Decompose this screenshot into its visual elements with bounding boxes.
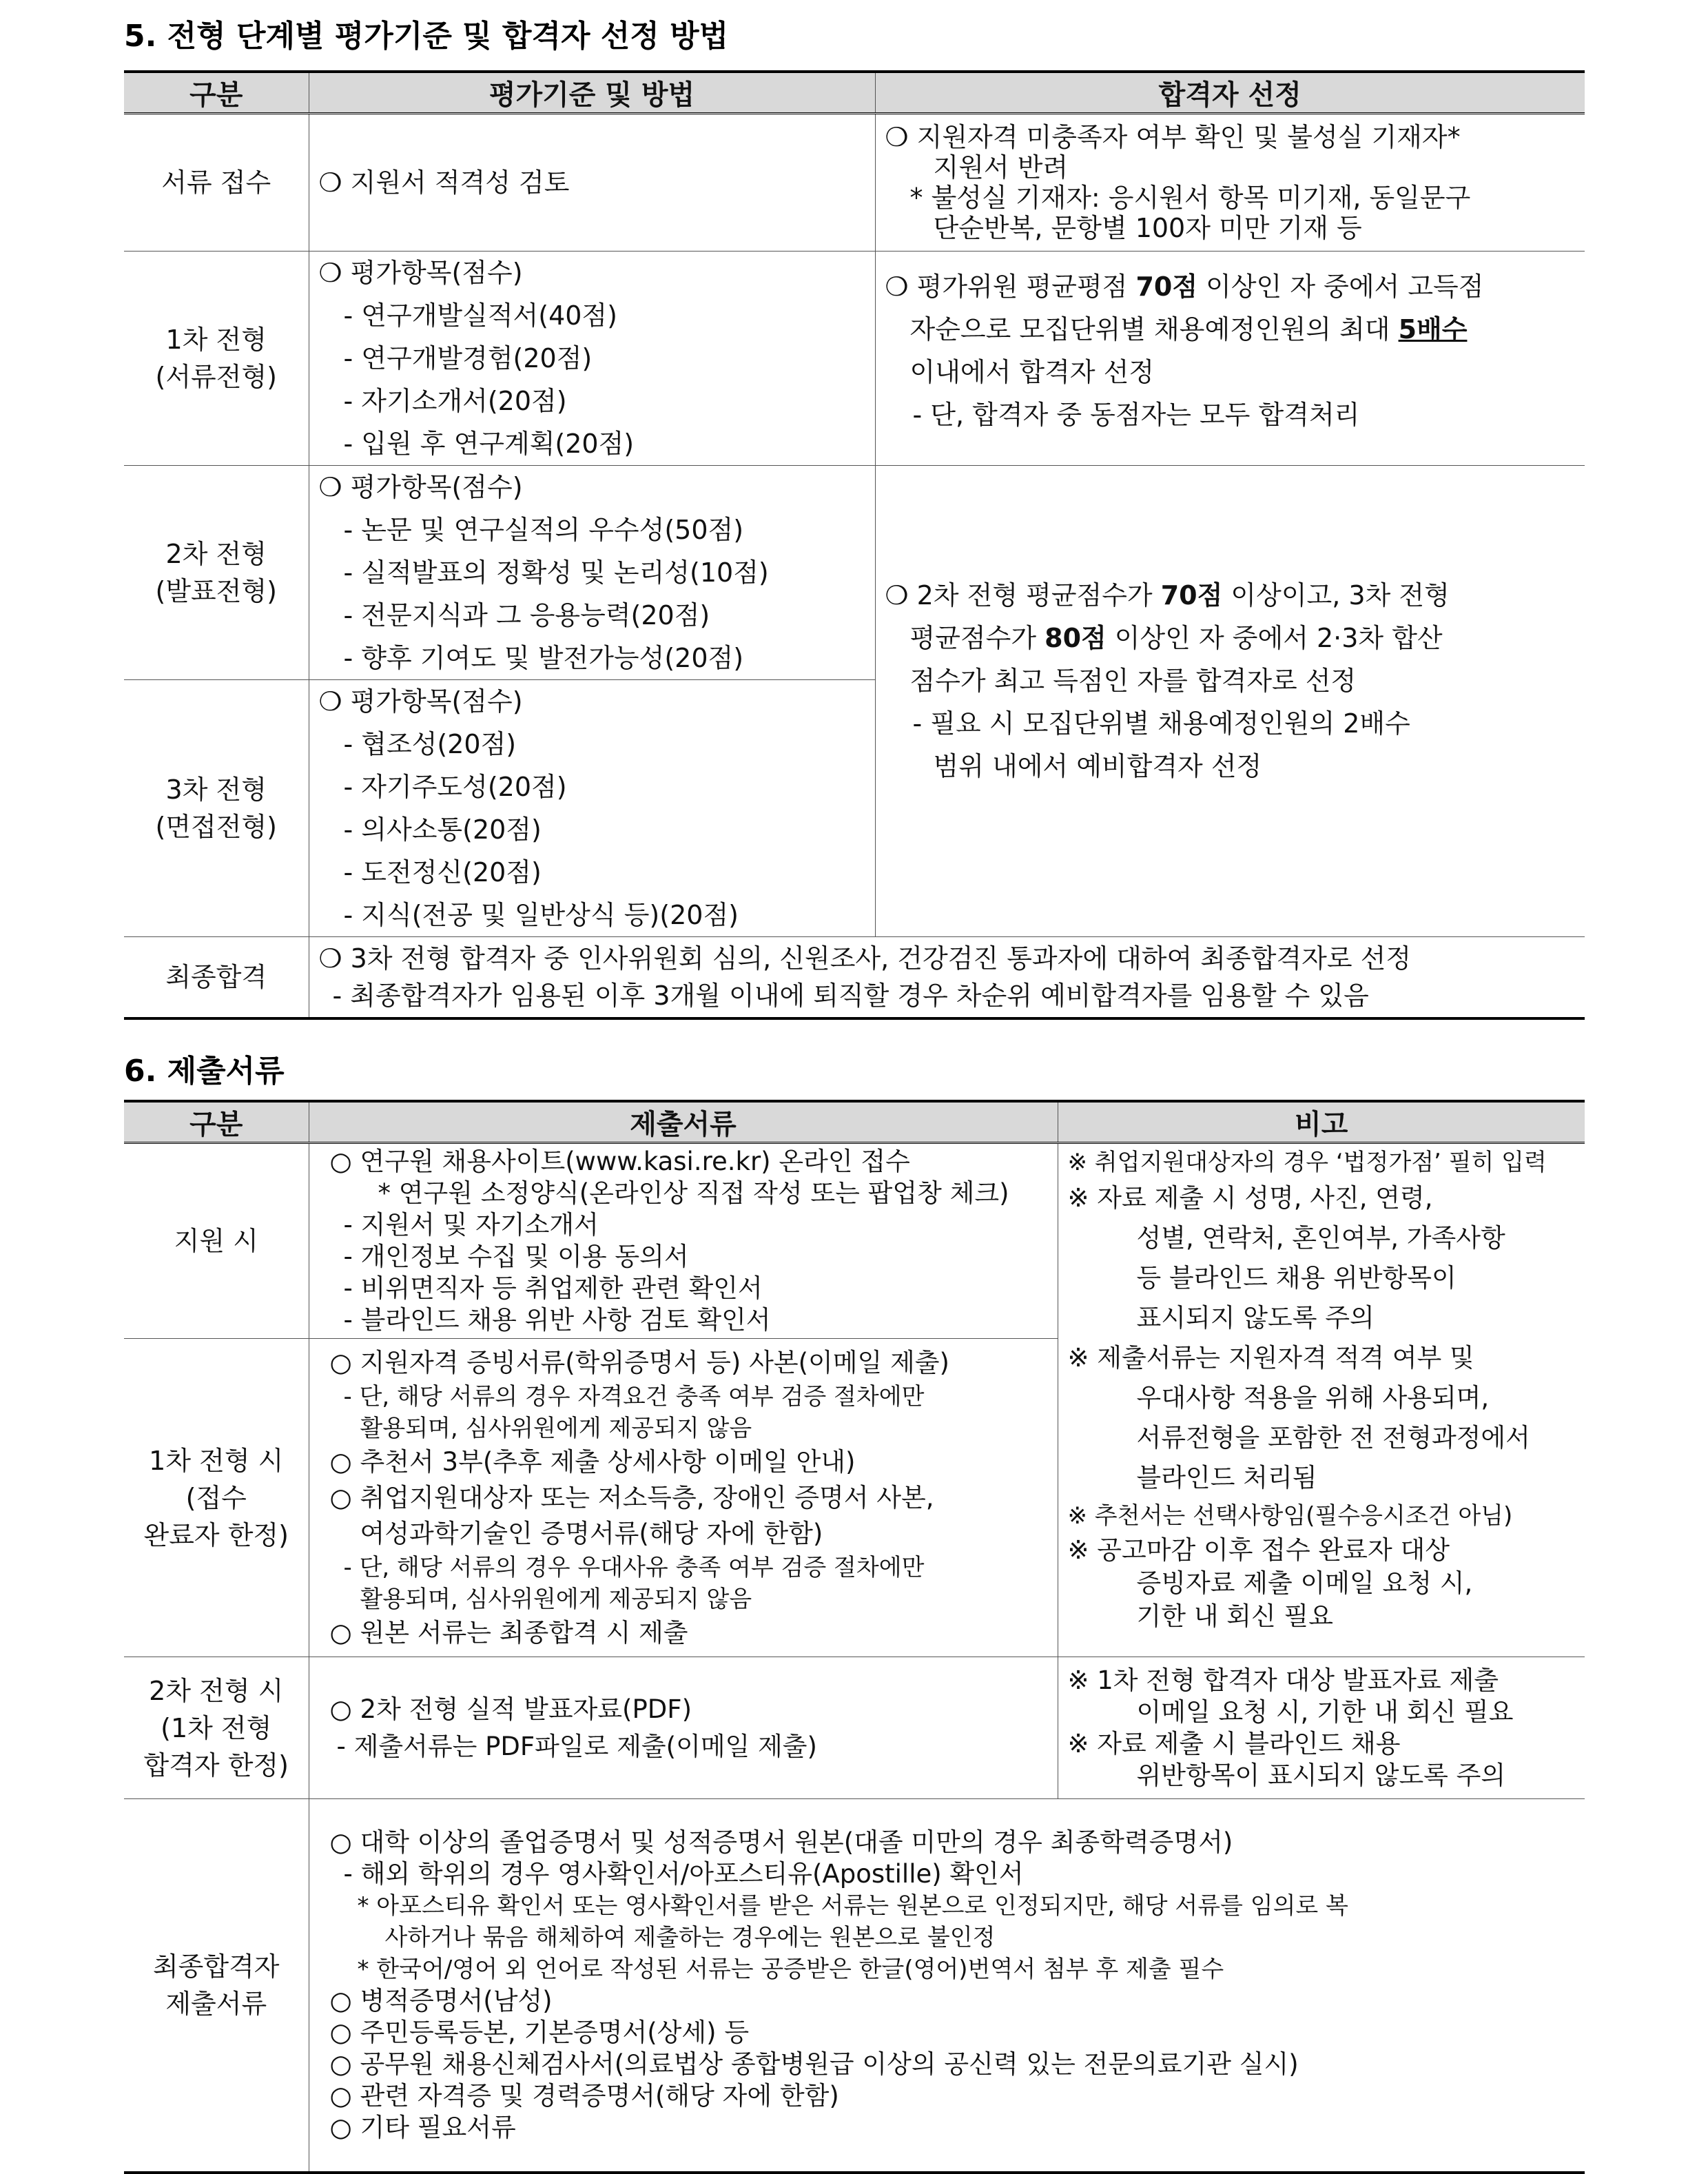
- note-line: ※ 공고마감 이후 접수 완료자 대상: [1067, 1535, 1450, 1565]
- document-line: ○ 병적증명서(남성): [329, 1985, 553, 2016]
- documents-table: [124, 1100, 1585, 2174]
- category-line: (서류전형): [155, 362, 277, 392]
- notes-cell: [1058, 1657, 1585, 1799]
- note-line: ※ 제출서류는 지원자격 적격 여부 및: [1067, 1343, 1474, 1373]
- note-line: ※ 추천서는 선택사항임(필수응시조건 아님): [1067, 1502, 1513, 1530]
- document-line: ○ 주민등록등본, 기본증명서(상세) 등: [329, 2017, 750, 2047]
- category-line: 2차 전형 시: [149, 1675, 284, 1706]
- criteria-line: - 자기소개서(20점): [343, 386, 567, 416]
- table-header-row: [124, 72, 1585, 114]
- document-line: 활용되며, 심사위원에게 제공되지 않음: [360, 1414, 752, 1442]
- selection-line: 지원서 반려: [933, 152, 1069, 183]
- document-line: 활용되며, 심사위원에게 제공되지 않음: [360, 1585, 752, 1613]
- document-line: - 개인정보 수집 및 이용 동의서: [343, 1242, 689, 1271]
- documents-cell: [309, 1339, 1058, 1657]
- row-stage2: [124, 466, 1585, 680]
- document-line: ○ 관련 자격증 및 경력증명서(해당 자에 한함): [329, 2080, 839, 2111]
- criteria-line: - 향후 기여도 및 발전가능성(20점): [343, 643, 744, 673]
- category-line: 합격자 한정): [143, 1750, 289, 1781]
- category-cell: [124, 466, 309, 680]
- col-header-notes: 비고: [1058, 1101, 1585, 1143]
- document-line: ○ 지원자격 증빙서류(학위증명서 등) 사본(이메일 제출): [329, 1347, 949, 1377]
- category-line: (1차 전형: [161, 1712, 272, 1743]
- criteria-line: ❍ 평가항목(점수): [318, 472, 523, 502]
- col-header-documents: 제출서류: [309, 1101, 1058, 1143]
- category-cell: 지원 시: [124, 1143, 309, 1339]
- selection-note-line: 단순반복, 문항별 100자 미만 기재 등: [933, 213, 1362, 243]
- note-line: ※ 자료 제출 시 블라인드 채용: [1067, 1728, 1401, 1758]
- category-line: (면접전형): [155, 812, 277, 842]
- row-stage2: [124, 1657, 1585, 1799]
- selection-line: 평균점수가 80점 이상인 자 중에서 2·3차 합산: [909, 622, 1443, 653]
- criteria-cell: [309, 252, 875, 466]
- documents-cell: [309, 1657, 1058, 1799]
- criteria-line: - 협조성(20점): [343, 729, 517, 759]
- final-line: - 최종합격자가 임용된 이후 3개월 이내에 퇴직할 경우 차순위 예비합격자를 임용할 수 있음: [332, 980, 1369, 1011]
- category-cell: [124, 1339, 309, 1657]
- document-line: - 단, 해당 서류의 경우 우대사유 충족 여부 검증 절차에만: [343, 1553, 925, 1581]
- final-documents-cell: [309, 1799, 1585, 2173]
- document-line: ○ 추천서 3부(추후 제출 상세사항 이메일 안내): [329, 1446, 856, 1477]
- selection-note-line: * 불성실 기재자: 응시원서 항목 미기재, 동일문구: [909, 183, 1471, 213]
- document-line: - 블라인드 채용 위반 사항 검토 확인서: [343, 1305, 771, 1335]
- document-line: ○ 연구원 채용사이트(www.kasi.re.kr) 온라인 접수: [329, 1147, 910, 1176]
- document-line: ○ 취업지원대상자 또는 저소득층, 장애인 증명서 사본,: [329, 1482, 934, 1512]
- document-line: * 연구원 소정양식(온라인상 직접 작성 또는 팝업창 체크): [378, 1178, 1009, 1208]
- criteria-line: - 논문 및 연구실적의 우수성(50점): [343, 515, 744, 545]
- note-line: 기한 내 회신 필요: [1136, 1601, 1333, 1631]
- criteria-line: ❍ 평가항목(점수): [318, 686, 523, 717]
- col-header-category: 구분: [124, 72, 309, 114]
- document-line: ○ 공무원 채용신체검사서(의료법상 종합병원급 이상의 공신력 있는 전문의료기관 실시): [329, 2049, 1299, 2079]
- row-apply: [124, 1143, 1585, 1339]
- final-line: ❍ 3차 전형 합격자 중 인사위원회 심의, 신원조사, 건강검진 통과자에 대하여 최종합격자로 선정: [318, 943, 1412, 974]
- category-cell: 최종합격: [124, 937, 309, 1018]
- selection-line: 자순으로 모집단위별 채용예정인원의 최대 5배수: [909, 314, 1468, 345]
- document-line: ○ 원본 서류는 최종합격 시 제출: [329, 1617, 688, 1648]
- note-line: 이메일 요청 시, 기한 내 회신 필요: [1136, 1696, 1514, 1727]
- evaluation-table: [124, 70, 1585, 1020]
- document-line: ○ 2차 전형 실적 발표자료(PDF): [329, 1694, 692, 1724]
- criteria-line: ❍ 평가항목(점수): [318, 258, 523, 288]
- category-line: (발표전형): [155, 576, 277, 606]
- category-line: (접수: [185, 1482, 247, 1513]
- selection-line: - 단, 합격자 중 동점자는 모두 합격처리: [912, 400, 1360, 430]
- row-final: [124, 1799, 1585, 2173]
- category-line: 1차 전형 시: [149, 1445, 284, 1476]
- notes-cell: [1058, 1143, 1585, 1657]
- note-line: 성별, 연락처, 혼인여부, 가족사항: [1136, 1223, 1505, 1253]
- document-line: - 단, 해당 서류의 경우 자격요건 충족 여부 검증 절차에만: [343, 1382, 925, 1411]
- selection-cell: [875, 252, 1585, 466]
- criteria-line: - 도전정신(20점): [343, 857, 542, 888]
- document-line: - 지원서 및 자기소개서: [343, 1210, 599, 1240]
- note-line: 증빙자료 제출 이메일 요청 시,: [1136, 1568, 1473, 1598]
- table-header-row: [124, 1101, 1585, 1143]
- note-line: ※ 1차 전형 합격자 대상 발표자료 제출: [1067, 1665, 1499, 1695]
- category-line: 1차 전형: [165, 325, 267, 355]
- document-line: - 비위면직자 등 취업제한 관련 확인서: [343, 1273, 763, 1303]
- note-line: 위반항목이 표시되지 않도록 주의: [1136, 1760, 1506, 1790]
- section6-title: 6. 제출서류: [124, 1054, 285, 1089]
- category-line: 완료자 한정): [143, 1519, 289, 1550]
- category-cell: [124, 252, 309, 466]
- col-header-category: 구분: [124, 1101, 309, 1143]
- criteria-line: - 의사소통(20점): [343, 814, 542, 845]
- document-line: ○ 대학 이상의 졸업증명서 및 성적증명서 원본(대졸 미만의 경우 최종학력증명서): [329, 1827, 1233, 1857]
- col-header-criteria: 평가기준 및 방법: [309, 72, 875, 114]
- category-line: 제출서류: [165, 1988, 267, 2019]
- note-line: ※ 취업지원대상자의 경우 ‘법정가점’ 필히 입력: [1067, 1149, 1547, 1176]
- note-line: 표시되지 않도록 주의: [1136, 1303, 1375, 1333]
- documents-cell: [309, 1143, 1058, 1339]
- criteria-line: - 전문지식과 그 응용능력(20점): [343, 600, 710, 630]
- note-line: 서류전형을 포함한 전 전형과정에서: [1136, 1423, 1530, 1453]
- criteria-line: - 지식(전공 및 일반상식 등)(20점): [343, 900, 739, 930]
- selection-line: ❍ 2차 전형 평균점수가 70점 이상이고, 3차 전형: [885, 580, 1450, 611]
- col-header-selection: 합격자 선정: [875, 72, 1585, 114]
- selection-line: 범위 내에서 예비합격자 선정: [933, 750, 1262, 781]
- criteria-line: - 입원 후 연구계획(20점): [343, 429, 635, 459]
- final-cell: [309, 937, 1585, 1018]
- note-line: 우대사항 적용을 위해 사용되며,: [1136, 1383, 1490, 1413]
- note-line: ※ 자료 제출 시 성명, 사진, 연령,: [1067, 1183, 1433, 1213]
- category-line: 2차 전형: [165, 539, 267, 569]
- category-cell: [124, 1657, 309, 1799]
- selection-cell: [875, 114, 1585, 252]
- document-line: 여성과학기술인 증명서류(해당 자에 한함): [360, 1518, 823, 1548]
- document-line: 사하거나 묶음 해체하여 제출하는 경우에는 원본으로 불인정: [384, 1923, 996, 1951]
- document-line: * 한국어/영어 외 언어로 작성된 서류는 공증받은 한글(영어)번역서 첨부 후 제출 필수: [357, 1955, 1224, 1983]
- section5-title: 5. 전형 단계별 평가기준 및 합격자 선정 방법: [124, 19, 729, 54]
- row-stage1: [124, 252, 1585, 466]
- selection-line: - 필요 시 모집단위별 채용예정인원의 2배수: [912, 708, 1410, 739]
- document-line: - 해외 학위의 경우 영사확인서/아포스티유(Apostille) 확인서: [343, 1858, 1024, 1889]
- row-final: [124, 937, 1585, 1018]
- category-cell: 서류 접수: [124, 114, 309, 252]
- selection-line: ❍ 평가위원 평균평점 70점 이상인 자 중에서 고득점: [885, 271, 1484, 302]
- criteria-cell: [309, 466, 875, 680]
- selection-line: ❍ 지원자격 미충족자 여부 확인 및 불성실 기재자*: [885, 122, 1461, 152]
- document-line: * 아포스티유 확인서 또는 영사확인서를 받은 서류는 원본으로 인정되지만, 해당 서류를 임의로 복: [357, 1891, 1348, 1920]
- selection-line: 이내에서 합격자 선정: [909, 357, 1155, 387]
- criteria-cell: [309, 114, 875, 252]
- category-line: 3차 전형: [165, 775, 267, 805]
- note-line: 블라인드 처리됨: [1136, 1463, 1317, 1493]
- category-cell: [124, 680, 309, 937]
- category-cell: [124, 1799, 309, 2173]
- criteria-line: - 실적발표의 정확성 및 논리성(10점): [343, 557, 769, 588]
- selection-cell-merged: [875, 466, 1585, 937]
- selection-line: 점수가 최고 득점인 자를 합격자로 선정: [909, 665, 1357, 696]
- note-line: 등 블라인드 채용 위반항목이: [1136, 1263, 1457, 1293]
- criteria-line: - 연구개발경험(20점): [343, 343, 593, 373]
- criteria-cell: [309, 680, 875, 937]
- criteria-line: - 연구개발실적서(40점): [343, 300, 617, 331]
- criteria-line: - 자기주도성(20점): [343, 772, 567, 802]
- document-line: ○ 기타 필요서류: [329, 2112, 516, 2142]
- row-document-receipt: [124, 114, 1585, 252]
- document-line: - 제출서류는 PDF파일로 제출(이메일 제출): [336, 1731, 817, 1761]
- category-line: 최종합격자: [152, 1951, 280, 1982]
- criteria-line: ❍ 지원서 적격성 검토: [318, 167, 570, 198]
